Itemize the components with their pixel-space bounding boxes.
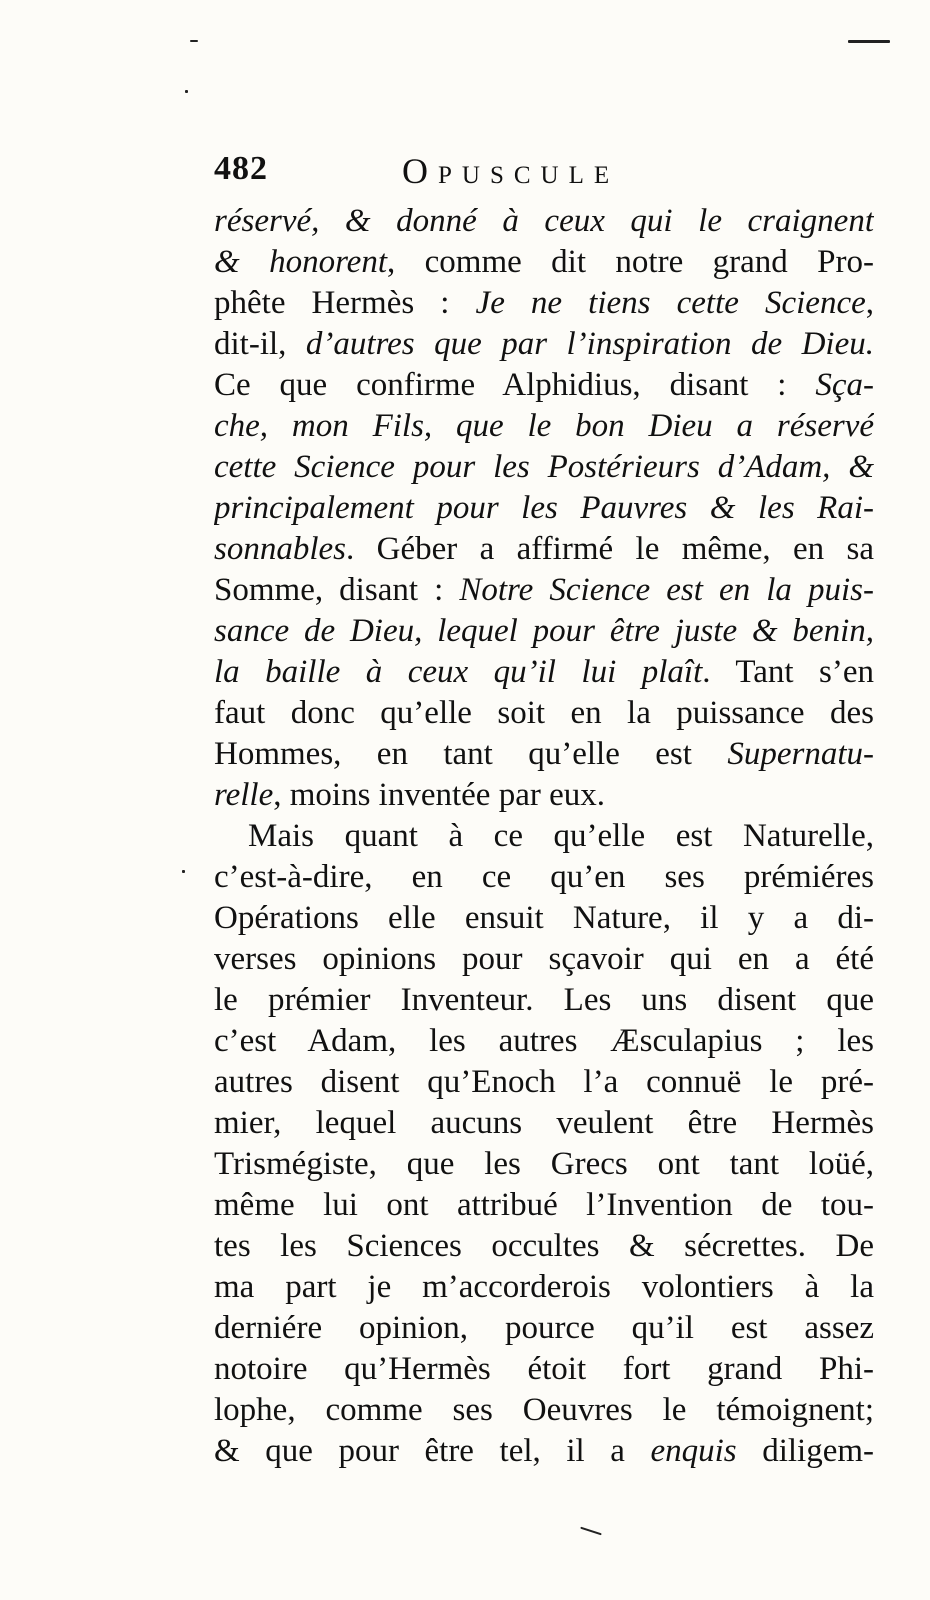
text-segment: le prémier Inventeur. Les uns disent que (214, 982, 874, 1018)
page-header (214, 150, 874, 194)
text-line (214, 980, 874, 1021)
text-line (214, 1144, 874, 1185)
body-text (214, 201, 874, 1472)
text-line (214, 447, 874, 488)
text-segment: Trismégiste, que les Grecs ont tant loüé, (214, 1146, 874, 1182)
text-segment: notoire qu’Hermès étoit fort grand Phi- (214, 1351, 874, 1387)
italic-text: che, mon Fils, que le bon Dieu a réservé (214, 408, 874, 444)
italic-text: Sça- (815, 367, 874, 403)
text-segment: Opérations elle ensuit Nature, il y a di- (214, 900, 874, 936)
italic-text: Notre Science est en la puis- (459, 572, 874, 608)
text-line (214, 283, 874, 324)
text-line (214, 1062, 874, 1103)
text-line (214, 1431, 874, 1472)
italic-text: sonnables (214, 531, 346, 567)
text-line (214, 857, 874, 898)
text-line (214, 652, 874, 693)
text-line (214, 242, 874, 283)
italic-text: Supernatu- (727, 736, 874, 772)
italic-text: & honorent (214, 244, 387, 280)
text-segment: Somme, disant : (214, 572, 460, 608)
text-line (214, 898, 874, 939)
text-segment: phête Hermès : (214, 285, 476, 321)
text-segment: c’est-à-dire, en ce qu’en ses prémiéres (214, 859, 874, 895)
text-segment: autres disent qu’Enoch l’a connuë le pré- (214, 1064, 874, 1100)
text-segment: faut donc qu’elle soit en la puissance des (214, 695, 874, 731)
text-segment: mier, lequel aucuns veulent être Hermès (214, 1105, 874, 1141)
text-segment: lophe, comme ses Oeuvres le témoignent; (214, 1392, 874, 1428)
text-line (214, 1308, 874, 1349)
text-line (214, 1185, 874, 1226)
text-segment: . Tant s’en (702, 654, 874, 690)
text-line (214, 1103, 874, 1144)
text-segment: c’est Adam, les autres Æsculapius ; les (214, 1023, 874, 1059)
text-segment: . Géber a affirmé le même, en sa (346, 531, 874, 567)
margin-mark (848, 40, 890, 43)
margin-mark (190, 40, 198, 42)
text-segment: tes les Sciences occultes & sécrettes. De (214, 1228, 874, 1264)
text-segment: derniére opinion, pource qu’il est assez (214, 1310, 874, 1346)
text-line (214, 1390, 874, 1431)
italic-text: sance de Dieu, lequel pour être juste & benin, (214, 613, 874, 649)
text-line (214, 529, 874, 570)
text-line (214, 1021, 874, 1062)
text-line (214, 734, 874, 775)
text-segment: & que pour être tel, il a (214, 1433, 651, 1469)
text-segment: , (865, 285, 874, 321)
text-line (214, 365, 874, 406)
page-number: 482 (214, 150, 268, 187)
text-segment: , moins inventée par eux. (273, 777, 605, 813)
italic-text: enquis (650, 1433, 737, 1469)
italic-text: d’autres que par l’inspiration de Dieu. (305, 326, 874, 362)
text-segment: ma part je m’accorderois volontiers à la (214, 1269, 874, 1305)
text-line (214, 201, 874, 242)
italic-text: réservé, & donné à ceux qui le craignent (214, 203, 874, 239)
text-line (214, 693, 874, 734)
italic-text: cette Science pour les Postérieurs d’Adam, & (214, 449, 874, 485)
text-line (214, 1267, 874, 1308)
text-segment: diligem- (736, 1433, 874, 1469)
text-line (214, 1349, 874, 1390)
text-line (214, 611, 874, 652)
text-line (214, 939, 874, 980)
italic-text: relle (214, 777, 274, 813)
italic-text: la baille à ceux qu’il lui plaît (214, 654, 703, 690)
text-segment: Ce que confirme Alphidius, disant : (214, 367, 816, 403)
text-segment: Hommes, en tant qu’elle est (214, 736, 728, 772)
text-segment: même lui ont attribué l’Invention de tou- (214, 1187, 874, 1223)
text-line (214, 488, 874, 529)
text-segment: , comme dit notre grand Pro- (387, 244, 874, 280)
text-segment: dit-il, (214, 326, 306, 362)
margin-mark (185, 90, 188, 93)
text-segment: verses opinions pour sçavoir qui en a été (214, 941, 874, 977)
italic-text: principalement pour les Pauvres & les Rai- (214, 490, 874, 526)
text-line (214, 775, 874, 816)
text-line (214, 816, 874, 857)
italic-text: Je ne tiens cette Science (475, 285, 866, 321)
text-line (214, 324, 874, 365)
running-title: Opuscule (402, 151, 620, 191)
text-line (214, 406, 874, 447)
margin-mark (580, 1527, 602, 1536)
margin-mark (182, 870, 185, 873)
text-line (214, 1226, 874, 1267)
text-line (214, 570, 874, 611)
text-segment: Mais quant à ce qu’elle est Naturelle, (248, 818, 874, 854)
